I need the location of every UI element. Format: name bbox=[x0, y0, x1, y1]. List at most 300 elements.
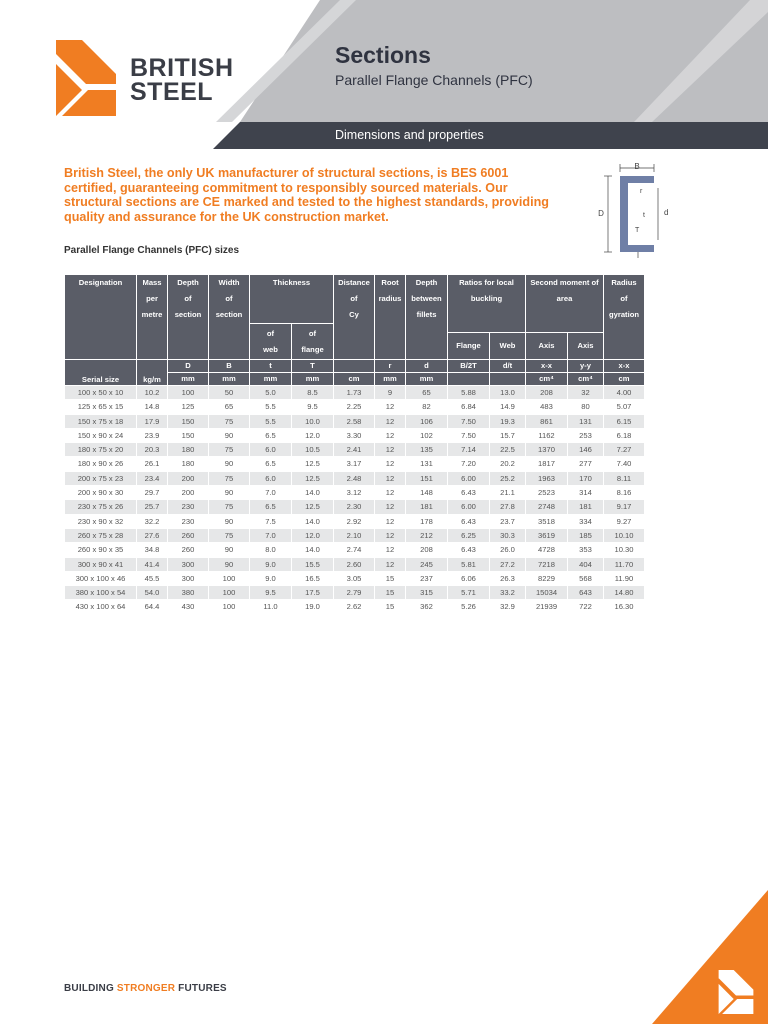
table-cell: 6.43 bbox=[448, 486, 489, 499]
table-cell: 6.00 bbox=[448, 500, 489, 513]
header-thickness: Thickness bbox=[250, 275, 333, 323]
table-cell: 2.58 bbox=[334, 415, 374, 428]
table-cell: 212 bbox=[406, 529, 447, 542]
table-cell: 148 bbox=[406, 486, 447, 499]
table-cell: 45.5 bbox=[137, 572, 167, 585]
table-cell: 131 bbox=[406, 457, 447, 470]
table-cell: 300 x 90 x 41 bbox=[65, 558, 136, 571]
table-cell: 6.43 bbox=[448, 543, 489, 556]
table-cell: 178 bbox=[406, 515, 447, 528]
table-cell: 12 bbox=[375, 443, 405, 456]
table-cell: 6.25 bbox=[448, 529, 489, 542]
table-cell: 6.5 bbox=[250, 429, 291, 442]
table-cell: 10.5 bbox=[292, 443, 333, 456]
table-cell: 14.0 bbox=[292, 543, 333, 556]
unit-radius: cm bbox=[604, 373, 644, 385]
table-cell: 4728 bbox=[526, 543, 567, 556]
table-cell: 7.0 bbox=[250, 486, 291, 499]
header-axis-2: Axis bbox=[568, 333, 603, 359]
table-cell: 300 bbox=[168, 558, 208, 571]
symbol-axis-yy: y-y bbox=[568, 360, 603, 372]
table-cell: 230 x 75 x 26 bbox=[65, 500, 136, 513]
table-row bbox=[65, 515, 644, 528]
table-cell: 100 bbox=[168, 386, 208, 399]
table-row bbox=[65, 543, 644, 556]
table-cell: 12 bbox=[375, 486, 405, 499]
table-cell: 245 bbox=[406, 558, 447, 571]
table-cell: 2.41 bbox=[334, 443, 374, 456]
table-cell: 5.88 bbox=[448, 386, 489, 399]
table-cell: 2.79 bbox=[334, 586, 374, 599]
table-cell: 5.26 bbox=[448, 600, 489, 613]
table-cell: 6.84 bbox=[448, 400, 489, 413]
table-cell: 2748 bbox=[526, 500, 567, 513]
table-cell: 200 bbox=[168, 486, 208, 499]
table-cell: 9.0 bbox=[250, 558, 291, 571]
unit-root: mm bbox=[375, 373, 405, 385]
table-cell: 5.81 bbox=[448, 558, 489, 571]
table-cell: 19.3 bbox=[490, 415, 525, 428]
table-cell: 12 bbox=[375, 457, 405, 470]
table-cell: 8.11 bbox=[604, 472, 644, 485]
table-cell: 15 bbox=[375, 600, 405, 613]
table-cell: 20.3 bbox=[137, 443, 167, 456]
table-caption: Parallel Flange Channels (PFC) sizes bbox=[64, 245, 240, 256]
table-cell: 9.5 bbox=[292, 400, 333, 413]
table-cell: 15 bbox=[375, 572, 405, 585]
diagram-label-r: r bbox=[640, 188, 643, 195]
table-cell: 10.30 bbox=[604, 543, 644, 556]
table-cell: 32 bbox=[568, 386, 603, 399]
table-cell: 8.16 bbox=[604, 486, 644, 499]
symbol-ratio-web: d/t bbox=[490, 360, 525, 372]
header-distance: Distance of Cy bbox=[334, 275, 374, 359]
table-cell: 15.5 bbox=[292, 558, 333, 571]
pfc-properties-table bbox=[64, 274, 645, 615]
table-cell: 11.0 bbox=[250, 600, 291, 613]
table-cell: 180 bbox=[168, 457, 208, 470]
table-cell: 64.4 bbox=[137, 600, 167, 613]
table-row bbox=[65, 529, 644, 542]
table-cell: 150 bbox=[168, 415, 208, 428]
table-cell: 6.0 bbox=[250, 443, 291, 456]
table-cell: 7.50 bbox=[448, 415, 489, 428]
table-cell: 7.5 bbox=[250, 515, 291, 528]
table-cell: 7.27 bbox=[604, 443, 644, 456]
unit-ratio-web bbox=[490, 373, 525, 385]
symbol-axis-xx: x-x bbox=[526, 360, 567, 372]
table-cell: 12.5 bbox=[292, 457, 333, 470]
table-cell: 208 bbox=[406, 543, 447, 556]
table-cell: 17.9 bbox=[137, 415, 167, 428]
table-cell: 12.0 bbox=[292, 529, 333, 542]
table-cell: 8.5 bbox=[292, 386, 333, 399]
table-cell: 16.30 bbox=[604, 600, 644, 613]
table-cell: 7.0 bbox=[250, 529, 291, 542]
table-cell: 5.5 bbox=[250, 415, 291, 428]
unit-width: mm bbox=[209, 373, 249, 385]
table-cell: 260 x 75 x 28 bbox=[65, 529, 136, 542]
table-cell: 14.9 bbox=[490, 400, 525, 413]
header-ratio-flange: Flange bbox=[448, 333, 489, 359]
brand-wordmark bbox=[130, 56, 234, 104]
footer-accent: STRONGER bbox=[116, 983, 176, 994]
table-cell: 102 bbox=[406, 429, 447, 442]
table-cell: 14.0 bbox=[292, 515, 333, 528]
table-cell: 100 bbox=[209, 586, 249, 599]
british-steel-corner-logo bbox=[718, 970, 754, 1014]
table-cell: 106 bbox=[406, 415, 447, 428]
table-cell: 34.8 bbox=[137, 543, 167, 556]
table-cell: 260 x 90 x 35 bbox=[65, 543, 136, 556]
table-cell: 100 bbox=[209, 572, 249, 585]
symbol-distance bbox=[334, 360, 374, 372]
table-cell: 3.05 bbox=[334, 572, 374, 585]
table-cell: 150 x 75 x 18 bbox=[65, 415, 136, 428]
unit-depth-fillets: mm bbox=[406, 373, 447, 385]
table-cell: 54.0 bbox=[137, 586, 167, 599]
table-cell: 2.10 bbox=[334, 529, 374, 542]
table-cell: 6.06 bbox=[448, 572, 489, 585]
table-row bbox=[65, 572, 644, 585]
table-cell: 14.80 bbox=[604, 586, 644, 599]
table-cell: 7218 bbox=[526, 558, 567, 571]
table-cell: 300 bbox=[168, 572, 208, 585]
table-cell: 75 bbox=[209, 415, 249, 428]
table-cell: 8.0 bbox=[250, 543, 291, 556]
header-depth: Depth of section bbox=[168, 275, 208, 359]
table-cell: 9.5 bbox=[250, 586, 291, 599]
table-cell: 100 bbox=[209, 600, 249, 613]
header-thickness-flange: of flange bbox=[292, 324, 333, 359]
symbol-depth: D bbox=[168, 360, 208, 372]
table-cell: 208 bbox=[526, 386, 567, 399]
table-cell: 32.2 bbox=[137, 515, 167, 528]
table-cell: 12 bbox=[375, 429, 405, 442]
table-cell: 15034 bbox=[526, 586, 567, 599]
table-cell: 380 x 100 x 54 bbox=[65, 586, 136, 599]
table-cell: 8229 bbox=[526, 572, 567, 585]
table-cell: 230 x 90 x 32 bbox=[65, 515, 136, 528]
table-cell: 22.5 bbox=[490, 443, 525, 456]
table-cell: 23.9 bbox=[137, 429, 167, 442]
table-cell: 12 bbox=[375, 472, 405, 485]
table-cell: 21939 bbox=[526, 600, 567, 613]
table-cell: 200 bbox=[168, 472, 208, 485]
table-cell: 75 bbox=[209, 443, 249, 456]
table-cell: 260 bbox=[168, 543, 208, 556]
table-cell: 23.4 bbox=[137, 472, 167, 485]
grey-header-shape bbox=[240, 0, 768, 122]
brand-line-1: BRITISH bbox=[130, 54, 234, 82]
table-row bbox=[65, 600, 644, 613]
table-cell: 404 bbox=[568, 558, 603, 571]
table-cell: 430 bbox=[168, 600, 208, 613]
table-cell: 1963 bbox=[526, 472, 567, 485]
header-root-radius: Root radius bbox=[375, 275, 405, 359]
table-cell: 75 bbox=[209, 529, 249, 542]
table-cell: 65 bbox=[406, 386, 447, 399]
table-cell: 146 bbox=[568, 443, 603, 456]
table-cell: 75 bbox=[209, 500, 249, 513]
table-cell: 7.14 bbox=[448, 443, 489, 456]
diagram-label-d-inner: d bbox=[664, 208, 669, 217]
table-cell: 2.60 bbox=[334, 558, 374, 571]
table-cell: 237 bbox=[406, 572, 447, 585]
table-cell: 260 bbox=[168, 529, 208, 542]
unit-ratio-flange bbox=[448, 373, 489, 385]
table-row bbox=[65, 400, 644, 413]
table-cell: 314 bbox=[568, 486, 603, 499]
table-cell: 200 x 75 x 23 bbox=[65, 472, 136, 485]
symbol-radius-xx: x-x bbox=[604, 360, 644, 372]
table-cell: 5.07 bbox=[604, 400, 644, 413]
unit-axis-yy: cm⁴ bbox=[568, 373, 603, 385]
table-cell: 135 bbox=[406, 443, 447, 456]
table-cell: 3.12 bbox=[334, 486, 374, 499]
table-row bbox=[65, 558, 644, 571]
dark-band-shape bbox=[213, 122, 768, 149]
table-row bbox=[65, 500, 644, 513]
table-cell: 10.2 bbox=[137, 386, 167, 399]
table-cell: 180 bbox=[168, 443, 208, 456]
table-cell: 3.30 bbox=[334, 429, 374, 442]
table-cell: 185 bbox=[568, 529, 603, 542]
brand-line-2: STEEL bbox=[130, 78, 214, 106]
table-cell: 23.7 bbox=[490, 515, 525, 528]
table-cell: 12 bbox=[375, 500, 405, 513]
table-row bbox=[65, 586, 644, 599]
table-cell: 12 bbox=[375, 558, 405, 571]
table-cell: 27.8 bbox=[490, 500, 525, 513]
unit-web: mm bbox=[250, 373, 291, 385]
table-cell: 7.20 bbox=[448, 457, 489, 470]
table-cell: 12.0 bbox=[292, 429, 333, 442]
table-cell: 9 bbox=[375, 386, 405, 399]
symbol-width: B bbox=[209, 360, 249, 372]
table-cell: 2523 bbox=[526, 486, 567, 499]
table-row bbox=[65, 472, 644, 485]
table-cell: 90 bbox=[209, 543, 249, 556]
diagram-label-flange-t: T bbox=[635, 227, 640, 234]
table-cell: 181 bbox=[406, 500, 447, 513]
unit-axis-xx: cm⁴ bbox=[526, 373, 567, 385]
page-subtitle: Parallel Flange Channels (PFC) bbox=[335, 72, 533, 88]
table-cell: 12 bbox=[375, 400, 405, 413]
table-cell: 722 bbox=[568, 600, 603, 613]
table-cell: 253 bbox=[568, 429, 603, 442]
table-cell: 20.2 bbox=[490, 457, 525, 470]
intro-statement: British Steel, the only UK manufacturer of structural sections, is BES 6001 certified, guaranteeing commitment to responsibly sourced materials. Our structural sections are CE marked and tested to the highest standards, providing quality and assurance for the UK construction market. bbox=[64, 166, 549, 224]
table-cell: 17.5 bbox=[292, 586, 333, 599]
table-cell: 29.7 bbox=[137, 486, 167, 499]
header-thickness-web: of web bbox=[250, 324, 291, 359]
table-cell: 12 bbox=[375, 515, 405, 528]
table-cell: 1370 bbox=[526, 443, 567, 456]
table-cell: 5.5 bbox=[250, 400, 291, 413]
table-cell: 3619 bbox=[526, 529, 567, 542]
table-cell: 26.1 bbox=[137, 457, 167, 470]
table-cell: 15.7 bbox=[490, 429, 525, 442]
table-cell: 15 bbox=[375, 586, 405, 599]
table-cell: 33.2 bbox=[490, 586, 525, 599]
table-cell: 200 x 90 x 30 bbox=[65, 486, 136, 499]
table-cell: 14.0 bbox=[292, 486, 333, 499]
table-cell: 125 x 65 x 15 bbox=[65, 400, 136, 413]
table-cell: 3518 bbox=[526, 515, 567, 528]
pfc-table-body bbox=[65, 386, 644, 614]
table-cell: 2.74 bbox=[334, 543, 374, 556]
symbol-web: t bbox=[250, 360, 291, 372]
table-cell: 82 bbox=[406, 400, 447, 413]
table-cell: 230 bbox=[168, 500, 208, 513]
unit-flange: mm bbox=[292, 373, 333, 385]
page-title: Sections bbox=[335, 42, 431, 68]
table-row bbox=[65, 429, 644, 442]
table-cell: 90 bbox=[209, 486, 249, 499]
table-cell: 568 bbox=[568, 572, 603, 585]
table-cell: 32.9 bbox=[490, 600, 525, 613]
table-cell: 6.18 bbox=[604, 429, 644, 442]
table-cell: 100 x 50 x 10 bbox=[65, 386, 136, 399]
table-cell: 10.0 bbox=[292, 415, 333, 428]
table-cell: 90 bbox=[209, 429, 249, 442]
table-cell: 380 bbox=[168, 586, 208, 599]
table-cell: 9.17 bbox=[604, 500, 644, 513]
table-cell: 150 x 90 x 24 bbox=[65, 429, 136, 442]
table-cell: 27.2 bbox=[490, 558, 525, 571]
table-cell: 181 bbox=[568, 500, 603, 513]
table-cell: 150 bbox=[168, 429, 208, 442]
table-cell: 2.25 bbox=[334, 400, 374, 413]
table-cell: 334 bbox=[568, 515, 603, 528]
table-cell: 12 bbox=[375, 529, 405, 542]
table-cell: 10.10 bbox=[604, 529, 644, 542]
table-cell: 90 bbox=[209, 515, 249, 528]
symbol-root: r bbox=[375, 360, 405, 372]
diagram-label-b: B bbox=[634, 162, 640, 171]
table-cell: 353 bbox=[568, 543, 603, 556]
channel-section-diagram bbox=[596, 156, 680, 260]
table-cell: 21.1 bbox=[490, 486, 525, 499]
symbol-depth-fillets: d bbox=[406, 360, 447, 372]
table-cell: 90 bbox=[209, 558, 249, 571]
header-ratio-web: Web bbox=[490, 333, 525, 359]
table-cell: 12.5 bbox=[292, 472, 333, 485]
symbol-ratio-flange: B/2T bbox=[448, 360, 489, 372]
table-row bbox=[65, 386, 644, 399]
header-width: Width of section bbox=[209, 275, 249, 359]
table-cell: 13.0 bbox=[490, 386, 525, 399]
table-cell: 170 bbox=[568, 472, 603, 485]
table-cell: 6.00 bbox=[448, 472, 489, 485]
table-cell: 12 bbox=[375, 543, 405, 556]
header-axis-1: Axis bbox=[526, 333, 567, 359]
table-cell: 151 bbox=[406, 472, 447, 485]
table-cell: 2.30 bbox=[334, 500, 374, 513]
table-cell: 12 bbox=[375, 415, 405, 428]
header-ratios: Ratios for local buckling bbox=[448, 275, 525, 332]
table-cell: 6.43 bbox=[448, 515, 489, 528]
table-cell: 125 bbox=[168, 400, 208, 413]
table-row bbox=[65, 486, 644, 499]
table-cell: 230 bbox=[168, 515, 208, 528]
section-band-label: Dimensions and properties bbox=[335, 128, 484, 142]
table-cell: 14.8 bbox=[137, 400, 167, 413]
table-cell: 315 bbox=[406, 586, 447, 599]
table-cell: 19.0 bbox=[292, 600, 333, 613]
table-cell: 12.5 bbox=[292, 500, 333, 513]
table-cell: 41.4 bbox=[137, 558, 167, 571]
table-cell: 5.71 bbox=[448, 586, 489, 599]
table-cell: 11.90 bbox=[604, 572, 644, 585]
unit-distance: cm bbox=[334, 373, 374, 385]
table-cell: 9.27 bbox=[604, 515, 644, 528]
table-cell: 75 bbox=[209, 472, 249, 485]
table-cell: 26.3 bbox=[490, 572, 525, 585]
table-cell: 643 bbox=[568, 586, 603, 599]
table-cell: 50 bbox=[209, 386, 249, 399]
header-mass: Mass per metre bbox=[137, 275, 167, 359]
table-cell: 483 bbox=[526, 400, 567, 413]
symbol-flange: T bbox=[292, 360, 333, 372]
table-cell: 1.73 bbox=[334, 386, 374, 399]
table-cell: 6.5 bbox=[250, 457, 291, 470]
table-cell: 7.50 bbox=[448, 429, 489, 442]
table-cell: 300 x 100 x 46 bbox=[65, 572, 136, 585]
table-cell: 2.48 bbox=[334, 472, 374, 485]
table-cell: 90 bbox=[209, 457, 249, 470]
table-cell: 25.7 bbox=[137, 500, 167, 513]
table-cell: 430 x 100 x 64 bbox=[65, 600, 136, 613]
table-cell: 1162 bbox=[526, 429, 567, 442]
table-cell: 65 bbox=[209, 400, 249, 413]
table-cell: 1817 bbox=[526, 457, 567, 470]
table-cell: 25.2 bbox=[490, 472, 525, 485]
table-row bbox=[65, 443, 644, 456]
table-cell: 9.0 bbox=[250, 572, 291, 585]
header-designation: Designation bbox=[65, 275, 136, 359]
header-second-moment: Second moment of area bbox=[526, 275, 603, 332]
table-cell: 861 bbox=[526, 415, 567, 428]
table-cell: 3.17 bbox=[334, 457, 374, 470]
table-cell: 6.0 bbox=[250, 472, 291, 485]
table-cell: 30.3 bbox=[490, 529, 525, 542]
header-depth-fillets: Depth between fillets bbox=[406, 275, 447, 359]
table-cell: 26.0 bbox=[490, 543, 525, 556]
table-cell: 6.15 bbox=[604, 415, 644, 428]
table-cell: 2.62 bbox=[334, 600, 374, 613]
unit-mass: kg/m bbox=[137, 360, 167, 385]
diagram-label-d-outer: D bbox=[598, 209, 604, 218]
unit-depth: mm bbox=[168, 373, 208, 385]
table-cell: 180 x 90 x 26 bbox=[65, 457, 136, 470]
table-cell: 362 bbox=[406, 600, 447, 613]
table-cell: 4.00 bbox=[604, 386, 644, 399]
table-row bbox=[65, 415, 644, 428]
diagram-label-t: t bbox=[643, 212, 645, 219]
table-cell: 27.6 bbox=[137, 529, 167, 542]
table-cell: 11.70 bbox=[604, 558, 644, 571]
header-radius: Radius of gyration bbox=[604, 275, 644, 359]
table-cell: 2.92 bbox=[334, 515, 374, 528]
table-cell: 6.5 bbox=[250, 500, 291, 513]
table-cell: 80 bbox=[568, 400, 603, 413]
table-cell: 5.0 bbox=[250, 386, 291, 399]
header-serial-size: Serial size bbox=[65, 360, 136, 385]
table-cell: 7.40 bbox=[604, 457, 644, 470]
table-cell: 277 bbox=[568, 457, 603, 470]
